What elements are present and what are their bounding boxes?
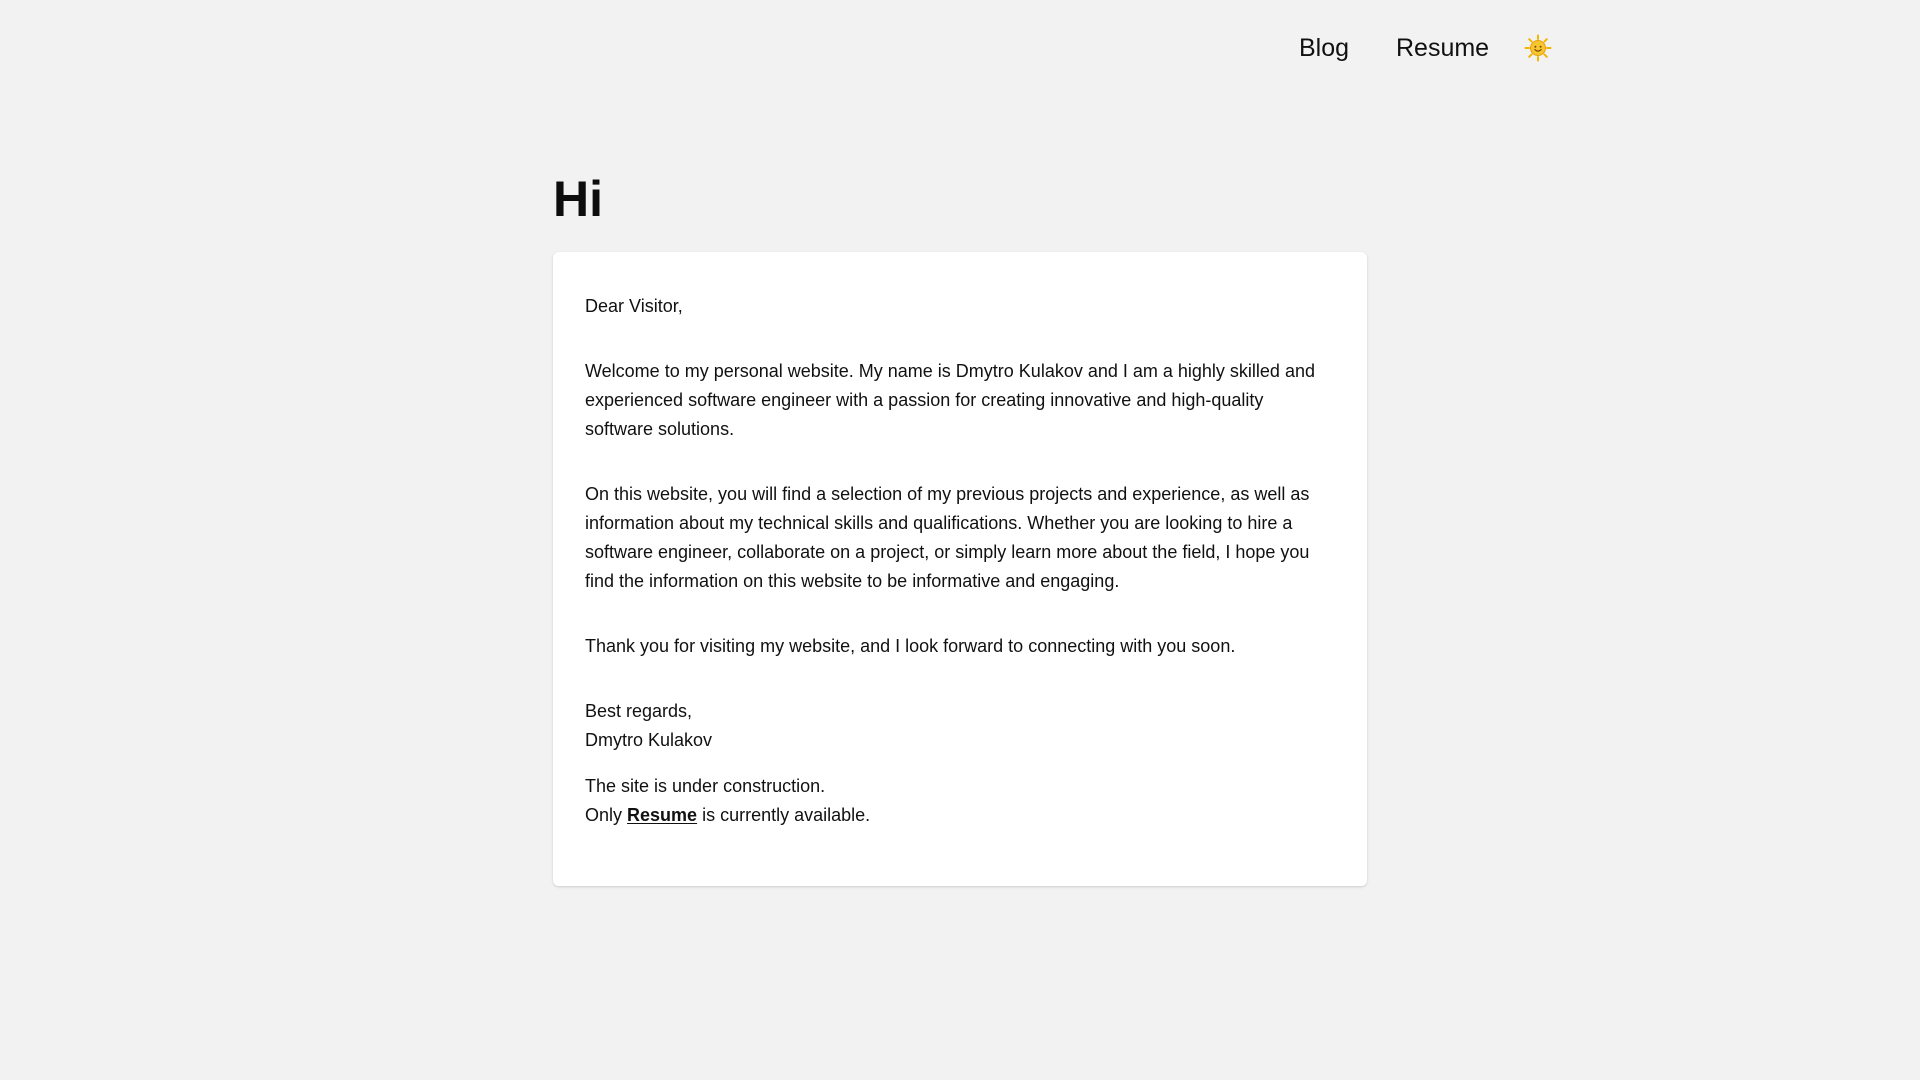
welcome-letter-card bbox=[553, 252, 1367, 886]
letter-paragraph-thanks: Thank you for visiting my website, and I look forward to connecting with you soon. bbox=[585, 636, 1236, 656]
availability-suffix: is currently available. bbox=[702, 805, 871, 825]
construction-notice: The site is under construction. bbox=[585, 776, 826, 796]
sun-icon[interactable] bbox=[1524, 34, 1552, 62]
letter-signature: Dmytro Kulakov bbox=[585, 730, 713, 750]
resume-link[interactable]: Resume bbox=[627, 805, 698, 825]
availability-prefix: Only bbox=[585, 805, 623, 825]
letter-closing: Best regards, bbox=[585, 701, 693, 721]
letter-paragraph-projects: On this website, you will find a selection of my previous projects and experience, as well as information about my technical skills and qualifications. Whether you are looking to hire a software engineer, collaborate on a project, or simply learn more about the field, I hope you find the information on this website to be informative and engaging. bbox=[585, 484, 1310, 591]
page-title: Hi bbox=[553, 171, 603, 227]
letter-greeting: Dear Visitor, bbox=[585, 296, 683, 316]
availability-notice bbox=[585, 801, 1335, 830]
top-navigation bbox=[1280, 28, 1560, 68]
nav-blog-link[interactable]: Blog bbox=[1299, 34, 1350, 62]
nav-resume-link[interactable]: Resume bbox=[1396, 34, 1490, 62]
letter-paragraph-intro: Welcome to my personal website. My name is Dmytro Kulakov and I am a highly skilled and experienced software engineer with a passion for creating innovative and high-quality software solutions. bbox=[585, 361, 1315, 439]
